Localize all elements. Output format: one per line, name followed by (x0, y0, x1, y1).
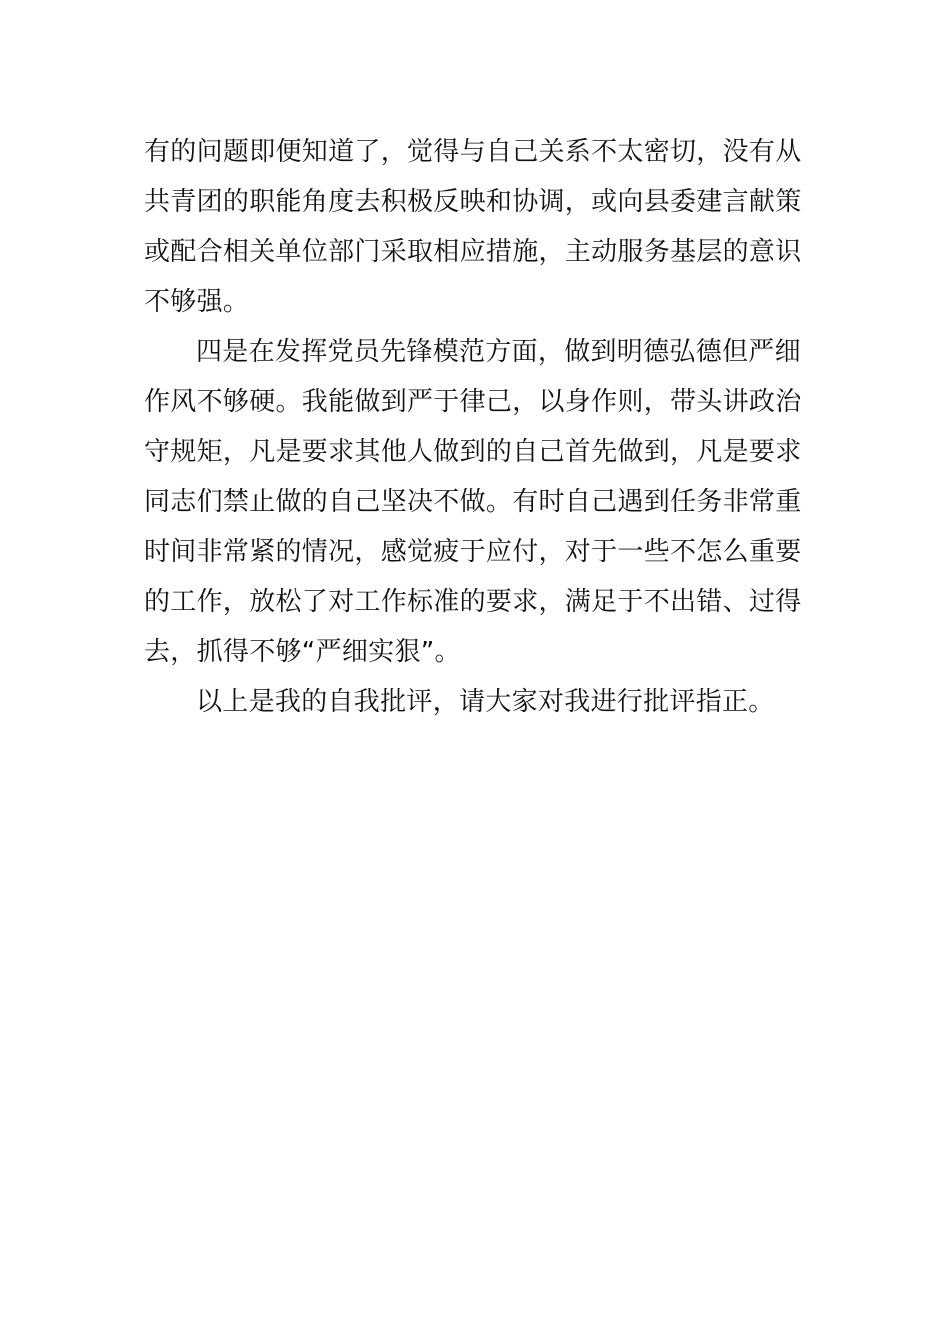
text-line: 守规矩，凡是要求其他人做到的自己首先做到，凡是要求 (144, 437, 802, 467)
text-line: 时间非常紧的情况，感觉疲于应付，对于一些不怎么重要 (144, 537, 802, 567)
text-line: 作风不够硬。我能做到严于律己，以身作则，带头讲政治 (144, 387, 802, 417)
text-line: 的工作，放松了对工作标准的要求，满足于不出错、过得 (144, 587, 802, 617)
text-line: 去，抓得不够“严细实狠”。 (144, 637, 461, 667)
paragraph-start-line: 四是在发挥党员先锋模范方面，做到明德弘德但严细 (196, 337, 801, 367)
document-body (144, 127, 808, 727)
text-line: 或配合相关单位部门采取相应措施，主动服务基层的意识 (144, 237, 802, 267)
text-line: 有的问题即便知道了，觉得与自己关系不太密切，没有从 (144, 137, 802, 167)
paragraph-start-line: 以上是我的自我批评，请大家对我进行批评指正。 (196, 687, 775, 717)
text-line: 不够强。 (144, 287, 250, 317)
text-line: 共青团的职能角度去积极反映和协调，或向县委建言献策 (144, 187, 802, 217)
text-line: 同志们禁止做的自己坚决不做。有时自己遇到任务非常重 (144, 487, 802, 517)
